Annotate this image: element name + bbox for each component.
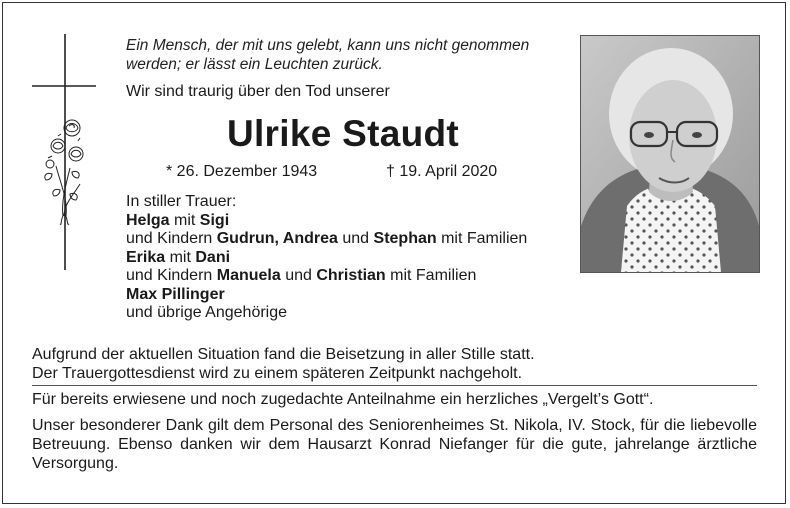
death-date: † 19. April 2020 bbox=[386, 163, 498, 180]
quote-line: werden; er lässt ein Leuchten zurück. bbox=[126, 56, 383, 73]
mourner-line: Helga mit Sigi bbox=[126, 211, 230, 229]
rose-icon bbox=[45, 120, 83, 224]
birth-date: * 26. Dezember 1943 bbox=[166, 163, 318, 180]
mourners-heading: In stiller Trauer: bbox=[126, 193, 237, 210]
memorial-quote bbox=[126, 36, 566, 74]
funeral-notice bbox=[32, 345, 752, 383]
deceased-name: Ulrike Staudt bbox=[226, 113, 460, 154]
quote-line: Ein Mensch, der mit uns gelebt, kann uns nicht genommen bbox=[126, 37, 530, 54]
intro-text: Wir sind traurig über den Tod unserer bbox=[126, 83, 390, 100]
cross-icon bbox=[30, 34, 100, 284]
divider bbox=[32, 385, 757, 386]
notice-line: Der Trauergottesdienst wird zu einem späteren Zeitpunkt nachgeholt. bbox=[32, 365, 523, 382]
mourner-line: und Kindern Gudrun, Andrea und Stephan mit Familien bbox=[126, 230, 528, 247]
thanks-text: Für bereits erwiesene und noch zugedachte Anteilnahme ein herzliches „Vergelt’s Gott“. bbox=[32, 391, 654, 408]
mourner-line: und Kindern Manuela und Christian mit Familien bbox=[126, 267, 477, 284]
notice-line: Aufgrund der aktuellen Situation fand die Beisetzung in aller Stille statt. bbox=[32, 346, 535, 363]
portrait-photo bbox=[580, 35, 760, 273]
mourner-line: Max Pillinger bbox=[126, 285, 225, 303]
mourner-line: und übrige Angehörige bbox=[126, 304, 288, 321]
mourners-list bbox=[126, 193, 566, 323]
mourner-line: Erika mit Dani bbox=[126, 248, 231, 266]
thanks-detail: Unser besonderer Dank gilt dem Personal des Seniorenheimes St. Nikola, IV. Stock, für die liebevolle Betreuung. Ebenso danken wir dem Hausarzt Konrad Niefanger für die gute, jahrelange ärztliche Versorgung. bbox=[32, 417, 757, 472]
